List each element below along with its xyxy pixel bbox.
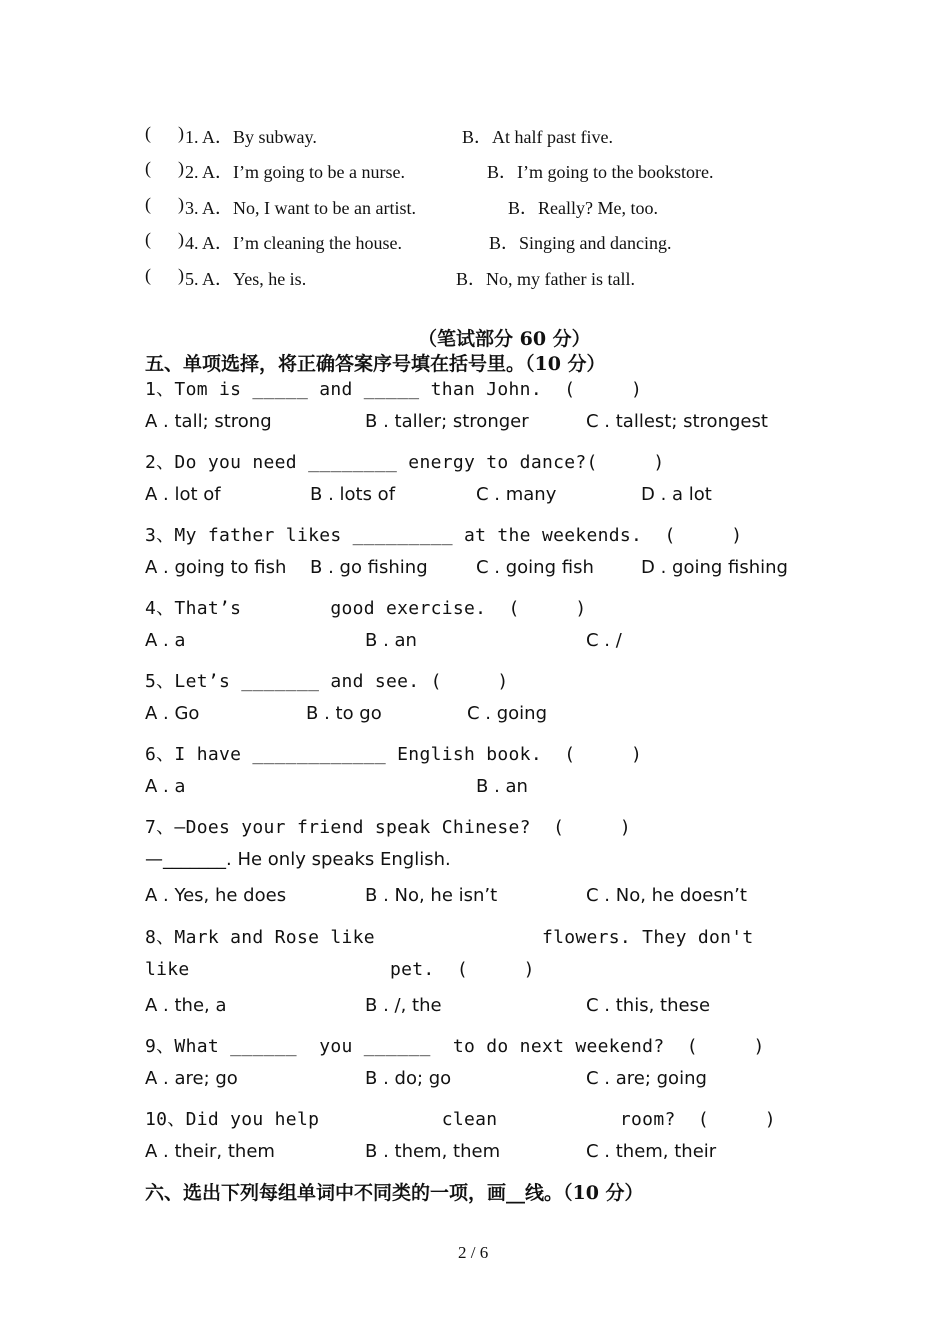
question-6: 6、I have ____________ English book. ( ) [145, 744, 643, 765]
option-b: B．Singing and dancing. [489, 233, 672, 253]
choice-b: B . go fishing [310, 557, 428, 578]
choice-b: B . an [476, 776, 528, 797]
choice-c: C . are; going [586, 1068, 707, 1089]
choice-b: B . to go [306, 703, 382, 724]
choice-b: B . /, the [365, 995, 442, 1016]
question-3: 3、My father likes _________ at the weekends. ( ) [145, 525, 743, 546]
choice-b: B . lots of [310, 484, 396, 505]
section6-title: 六、选出下列每组单词中不同类的一项，画__线。（10 分） [145, 1182, 644, 1204]
question-5: 5、Let’s _______ and see. ( ) [145, 671, 509, 692]
question-4: 4、That’s good exercise. ( ) [145, 598, 587, 619]
choice-a: A . are; go [145, 1068, 238, 1089]
choice-c: C . No, he doesn’t [586, 885, 747, 906]
choice-a: A . Yes, he does [145, 885, 287, 906]
option-a: 2. A．I’m going to be a nurse. [185, 162, 405, 182]
option-b: B．I’m going to the bookstore. [487, 162, 714, 182]
option-b: B．At half past five. [462, 127, 613, 147]
choice-b: B . an [365, 630, 417, 651]
option-a: 5. A．Yes, he is. [185, 269, 307, 289]
choice-c: C . many [476, 484, 557, 505]
choice-a: A . Go [145, 703, 200, 724]
choice-c: C . this, these [586, 995, 711, 1016]
answer-paren: ( ) [145, 265, 184, 285]
page-number: 2 / 6 [458, 1243, 489, 1262]
question-7-line2: —_______. He only speaks English. [145, 849, 451, 870]
choice-b: B . do; go [365, 1068, 452, 1089]
option-a: 4. A．I’m cleaning the house. [185, 233, 402, 253]
question-1: 1、Tom is _____ and _____ than John. ( ) [145, 379, 643, 400]
answer-paren: ( ) [145, 229, 184, 249]
choice-a: A . a [145, 630, 186, 651]
option-b: B．Really? Me, too. [508, 198, 658, 218]
option-a: 3. A．No, I want to be an artist. [185, 198, 416, 218]
choice-b: B . them, them [365, 1141, 501, 1162]
choice-b: B . No, he isn’t [365, 885, 498, 906]
choice-d: D . a lot [641, 484, 712, 505]
question-8-line2: like pet. ( ) [145, 959, 535, 980]
choice-c: C . tallest; strongest [586, 411, 768, 432]
option-b: B．No, my father is tall. [456, 269, 635, 289]
choice-a: A . their, them [145, 1141, 275, 1162]
answer-paren: ( ) [145, 123, 184, 143]
choice-c: C . going fish [476, 557, 594, 578]
choice-c: C . going [467, 703, 548, 724]
choice-a: A . lot of [145, 484, 221, 505]
question-8: 8、Mark and Rose like flowers. They don't [145, 927, 754, 948]
answer-paren: ( ) [145, 194, 184, 214]
choice-a: A . going to fish [145, 557, 287, 578]
question-9: 9、What ______ you ______ to do next weekend? ( ) [145, 1036, 765, 1057]
choice-c: C . them, their [586, 1141, 717, 1162]
question-7: 7、—Does your friend speak Chinese? ( ) [145, 817, 632, 838]
choice-a: A . the, a [145, 995, 227, 1016]
choice-b: B . taller; stronger [365, 411, 529, 432]
written-part-title: （笔试部分 60 分） [418, 328, 591, 350]
answer-paren: ( ) [145, 158, 184, 178]
option-a: 1. A．By subway. [185, 127, 317, 147]
choice-d: D . going fishing [641, 557, 788, 578]
choice-a: A . a [145, 776, 186, 797]
question-2: 2、Do you need ________ energy to dance?( ) [145, 452, 665, 473]
question-10: 10、Did you help clean room? ( ) [145, 1109, 776, 1130]
choice-c: C . / [586, 630, 622, 651]
section5-title: 五、单项选择，将正确答案序号填在括号里。（10 分） [145, 353, 606, 375]
choice-a: A . tall; strong [145, 411, 272, 432]
